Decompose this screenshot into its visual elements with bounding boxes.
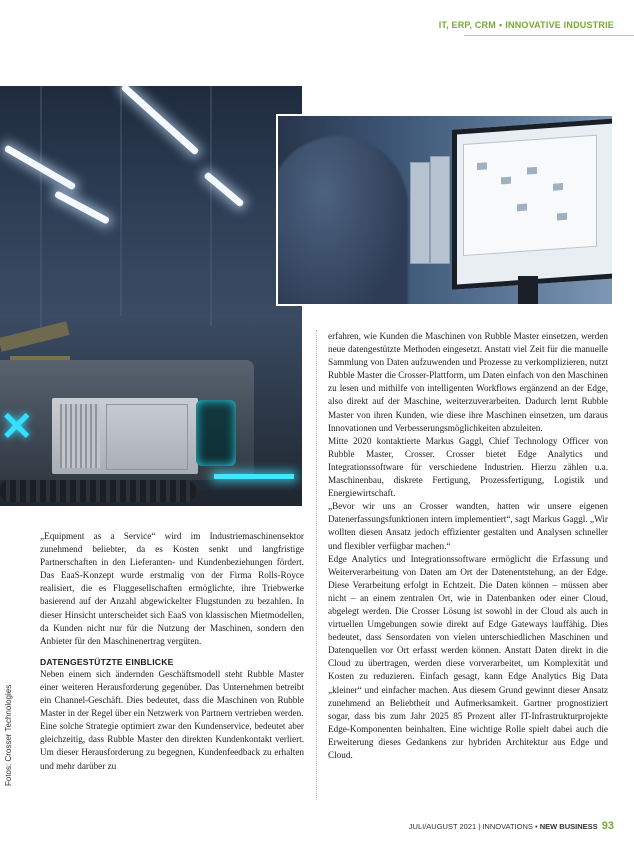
monitor-stand	[518, 276, 538, 306]
workflow-node	[517, 204, 527, 212]
hall-rib	[40, 86, 42, 336]
screen-window	[463, 135, 597, 256]
body-paragraph: Mitte 2020 kontaktierte Markus Gaggl, Chief Technology Officer von Rubble Master, Crosser. Crosser bietet Edge Analytics und Integrationssoftware für verschiedene Industrien. Hierzu zählen u.a. Maschinenbau, diskrete Fertigung, Prozessfertigung, Logistik und Energiewirtschaft.	[328, 435, 608, 499]
workflow-node	[501, 177, 511, 185]
footer-magazine: INNOVATIONS	[482, 822, 533, 831]
running-header	[439, 20, 614, 30]
workflow-node	[557, 213, 567, 221]
page-footer	[409, 820, 614, 832]
workflow-node	[527, 167, 537, 175]
machine-light-bar	[214, 474, 294, 479]
machine-tracks	[0, 480, 196, 502]
hall-rib	[120, 86, 122, 316]
body-paragraph: „Equipment as a Service“ wird im Industriemaschinensektor zunehmend beliebter, da es Kosten senkt und langfristige Partnerschaften in den Lieferanten- und Kundenbeziehungen fördert. Das EaaS-Konzept wurde erstmalig von der Firma Rolls-Royce realisiert, die es Fluggesellschaften ermöglichte, ihre Triebwerke basierend auf der Anzahl abgewickelter Flugstunden zu bezahlen. In dieser Hinsicht unterscheidet sich EaaS von klassischen Mietmodellen, da Kunden nicht nur für die Nutzung der Maschinen, sondern den Anbieter für den Maschinenertrag vergüten.	[40, 531, 304, 646]
header-section: IT, ERP, CRM	[438, 20, 496, 30]
machine-logo-mark: ✕	[0, 405, 34, 449]
machine-photo	[0, 86, 302, 506]
left-text-column	[40, 530, 304, 773]
hall-rib	[210, 86, 212, 326]
body-paragraph: Eine solche Strategie optimiert zwar den Kundenservice, bedeutet aber gleichzeitig, dass Rubble Master den direkten Kundenkontakt verliert. Um dieser Herausforderung zu begegnen, Kundenfeedback zu erhalten und mehr darüber zu	[40, 721, 304, 771]
machine-door	[106, 404, 188, 470]
column-divider	[316, 330, 317, 800]
monitor-photo	[276, 114, 614, 306]
machine-grill	[60, 404, 100, 468]
footer-brand: NEW BUSINESS	[539, 822, 598, 831]
binder	[430, 156, 450, 264]
conveyor-arm	[0, 321, 70, 352]
header-separator: •	[498, 20, 503, 30]
footer-issue: JULI/AUGUST 2021	[408, 822, 477, 831]
section-heading: DATENGESTÜTZTE EINBLICKE	[40, 656, 174, 667]
body-paragraph: erfahren, wie Kunden die Maschinen von Rubble Master einsetzen, werden neue datengestützte Methoden eingesetzt. Anstatt viel Zeit für die manuelle Sammlung von Daten aufzuwenden und Prozesse zu verkomplizieren, nutzt Rubble Master die Crosser-Plattform, um Daten einfach von den Maschinen zu lesen und mithilfe von intelligenten Workflows ergänzend an der Edge, also direkt auf der Maschine, weiterzuverarbeiten. Dadurch lernt Rubble Master von ihren Kunden, wie diese ihre Maschinen einsetzen, um daraus Innovationen und Verbesserungsmöglichkeiten abzuleiten.	[328, 331, 608, 433]
body-paragraph: Neben einem sich ändernden Geschäftsmodell steht Rubble Master einer weiteren Herausforderung gegenüber. Das Unternehmen betreibt ein Channel-Geschäft. Dies bedeutet, dass die Maschinen von Rubble Master in der Regel über ein Netzwerk von Partnern vertrieben werden.	[40, 668, 304, 719]
binder	[410, 162, 430, 264]
right-text-column	[328, 330, 608, 762]
footer-bullet: •	[534, 822, 538, 831]
header-rule	[464, 35, 634, 36]
body-paragraph: Edge Analytics und Integrationssoftware ermöglicht die Erfassung und Weiterverarbeitung von Daten am Ort der Datenentstehung, an der Edge. Diese Verarbeitung erfolgt in Echtzeit. Die Daten können – müssen aber nicht – an einem zentralen Ort, wie in Datenbanken oder einer Cloud, abgelegt werden. Die Crosser Lösung ist sowohl in der Cloud als auch in virtuellen Umgebungen sowie direkt auf Edge Gateways lauffähig. Dies bedeutet, dass Sensordaten von vielen unterschiedlichen Maschinen und Datenquellen vor Ort erfasst werden können. Anstatt Daten direkt in die Cloud zu übertragen, werden diese vorverarbeitet, um Komplexität und Kosten zu reduzieren. Einfach gesagt, kann Edge Analytics Big Data „kleiner“ und einfacher machen. Aus diesem Grund gewinnt dieser Ansatz zunehmend an Beliebtheit und Aufmerksamkeit. Gartner prognostiziert sogar, dass bis zum Jahr 2025 85 Prozent aller IT-Infrastrukturprojekte Edge-Komponenten beinhalten. Eine wichtige Rolle spielt dabei auch die Erweiterung dieses Gedankens zur hybriden Architektur aus Edge und Cloud.	[328, 553, 608, 760]
machine-glow-panel	[196, 400, 236, 466]
header-topic: INNOVATIVE INDUSTRIE	[505, 20, 614, 30]
machine-cabin	[52, 398, 198, 474]
ceiling-light	[54, 190, 110, 224]
workflow-node	[477, 162, 487, 170]
person-silhouette	[276, 136, 408, 306]
ceiling-light	[121, 86, 200, 156]
page-number: 93	[601, 820, 614, 832]
monitor-screen	[452, 118, 614, 290]
body-paragraph: „Bevor wir uns an Crosser wandten, hatten wir unsere eigenen Datenerfassungsfunktionen intern implementiert“, sagt Markus Gaggl. „Wir wollten diesen Ansatz jedoch effizienter gestalten und Analysen schneller und flexibler verfügbar machen.“	[328, 501, 608, 551]
workflow-node	[553, 183, 563, 191]
photo-credit: Fotos: Crosser Technologies	[4, 684, 13, 786]
footer-divider: |	[478, 822, 481, 831]
